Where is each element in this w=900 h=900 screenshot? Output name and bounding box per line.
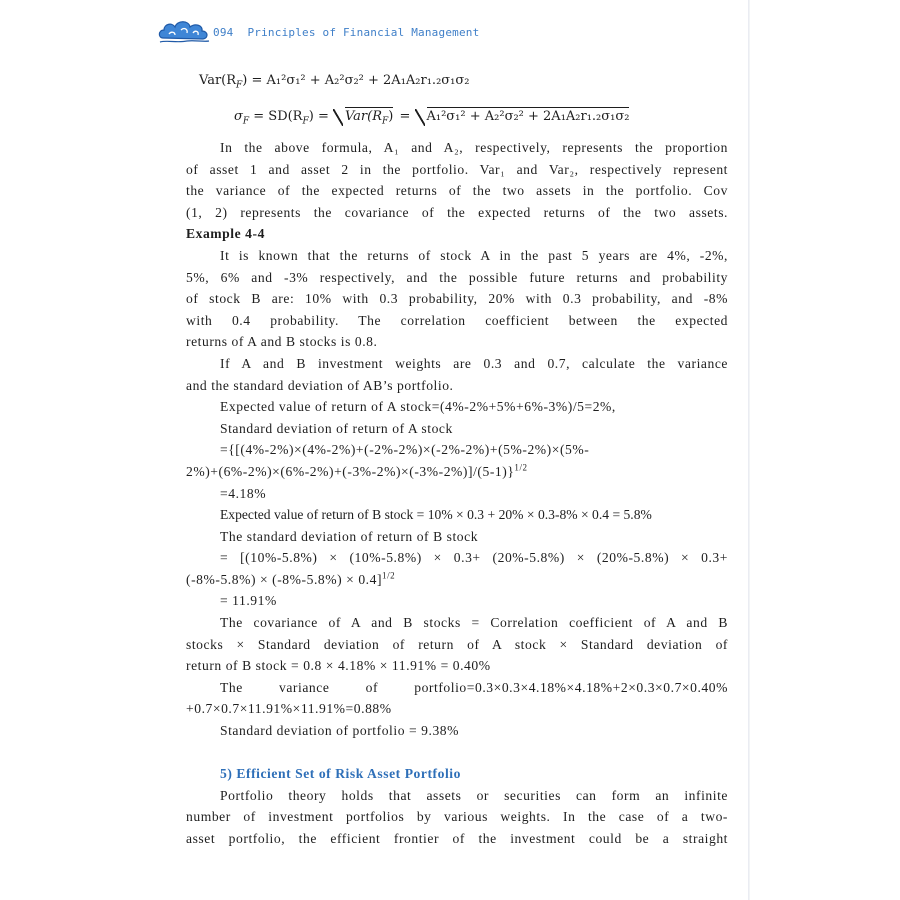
paragraph-line: (1, 2) represents the covariance of the expected returns of the two assets.	[186, 204, 728, 220]
spacer	[186, 742, 728, 764]
calc-line: The variance of portfolio=0.3×0.3×4.18%×4.18%+2×0.3×0.7×0.40%	[220, 679, 728, 695]
calc-line: ={[(4%-2%)×(4%-2%)+(-2%-2%)×(-2%-2%)+(5%-2%)×(5%-	[220, 442, 590, 458]
paragraph-line: The covariance of A and B stocks = Correlation coefficient of A and B	[220, 615, 728, 631]
standard-deviation-formula: $\sigma_F = SD(R_F) = Var(R_F) = A_1^2\sigma_1^2 + A_2^2\sigma_2^2 + 2A_1A_2r_1._2\sigma_1\sigma_2$	[234, 109, 630, 127]
body-text	[186, 137, 728, 850]
page-number: 094	[213, 25, 234, 39]
paragraph-line: In the above formula, A₁ and A₂, respectively, represents the proportion	[220, 140, 728, 155]
section-heading: 5) Efficient Set of Risk Asset Portfolio	[220, 766, 461, 782]
page-gutter-edge	[748, 0, 750, 900]
paragraph-line: returns of A and B stocks is 0.8.	[186, 334, 378, 350]
paragraph-line: stocks × Standard deviation of return of A stock × Standard deviation of	[186, 636, 728, 652]
paragraph-line: If A and B investment weights are 0.3 and 0.7, calculate the variance	[220, 355, 728, 371]
paragraph-line: and the standard deviation of AB’s portfolio.	[186, 377, 454, 393]
sqrt-variance: $Var(R_F)$	[333, 107, 395, 124]
paragraph-line: with 0.4 probability. The correlation coefficient between the expected	[186, 312, 728, 328]
calc-line: (-8%-5.8%) × (-8%-5.8%) × 0.4]$^{1/2}$	[186, 570, 396, 587]
paragraph-line: of asset 1 and asset 2 in the portfolio. Var₁ and Var₂, respectively represent	[186, 161, 728, 177]
cloud-ornament-icon	[157, 16, 211, 46]
paragraph-line: 5%, 6% and -3% respectively, and the possible future returns and probability	[186, 269, 728, 285]
paragraph-line: return of B stock = 0.8 × 4.18% × 11.91% = 0.40%	[186, 658, 491, 674]
calc-result: Standard deviation of portfolio = 9.38%	[220, 723, 460, 739]
paragraph-line: asset portfolio, the efficient frontier of the investment could be a straight	[186, 831, 728, 846]
calc-result: = 11.91%	[220, 593, 277, 609]
calc-line: = [(10%-5.8%) × (10%-5.8%) × 0.3+ (20%-5.8%) × (20%-5.8%) × 0.3+	[220, 550, 728, 566]
running-header	[157, 16, 479, 46]
calc-line: Expected value of return of B stock = 10% × 0.3 + 20% × 0.3-8% × 0.4 = 5.8%	[220, 507, 652, 523]
paragraph-line: Portfolio theory holds that assets or securities can form an infinite	[220, 787, 728, 803]
paragraph-line: It is known that the returns of stock A in the past 5 years are 4%, -2%,	[220, 247, 728, 263]
paragraph-line: of stock B are: 10% with 0.3 probability, 20% with 0.3 probability, and -8%	[186, 291, 728, 307]
calc-line: +0.7×0.7×11.91%×11.91%=0.88%	[186, 701, 392, 717]
calc-line: The standard deviation of return of B stock	[220, 528, 479, 544]
paragraph-line: the variance of the expected returns of the two assets in the portfolio. Cov	[186, 183, 728, 199]
variance-formula: $Var(R_F) = A_1^2\sigma_1^2 + A_2^2\sigma_2^2 + 2A_1A_2r_1._2\sigma_1\sigma_2$	[199, 73, 470, 91]
calc-line: Expected value of return of A stock=(4%-2%+5%+6%-3%)/5=2%,	[220, 399, 616, 415]
running-title: Principles of Financial Management	[247, 25, 480, 39]
calc-line: Standard deviation of return of A stock	[220, 420, 453, 436]
calc-result: =4.18%	[220, 485, 267, 501]
paragraph-line: number of investment portfolios by various weights. In the case of a two-	[186, 809, 728, 825]
example-heading: Example 4-4	[186, 226, 265, 242]
calc-line: 2%)+(6%-2%)×(6%-2%)+(-3%-2%)×(-3%-2%)]/(5-1)}$^{1/2}$	[186, 462, 528, 479]
sqrt-expanded: A₁²σ₁² + A₂²σ₂² + 2A₁A₂r₁.₂σ₁σ₂	[415, 107, 632, 124]
